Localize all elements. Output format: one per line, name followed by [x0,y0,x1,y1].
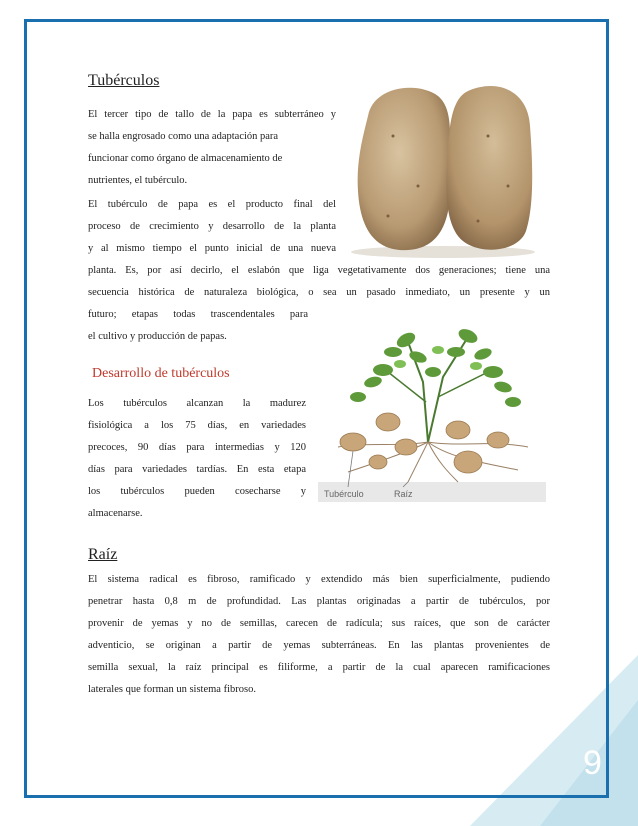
potato-plant-image [318,322,546,502]
paragraph-tuberculos-1 [88,104,336,192]
heading-tuberculos: Tubérculos [88,72,160,89]
text-line: días para variedades tardías. En esta etapa [88,464,306,475]
text-line: adventicio, se originan a partir de yemas subterráneas. En las plantas provenientes de [88,640,550,651]
text-line: secuencia histórica de naturaleza biológica, o sea un pasado inmediato, un presente y un [88,287,550,298]
text-line: el cultivo y producción de papas. [88,331,227,342]
text-line: nutrientes, el tubérculo. [88,175,188,186]
heading-raiz: Raíz [88,546,118,563]
text-line: Los tubérculos alcanzan la madurez [88,398,306,409]
text-line: planta. Es, por así decirlo, el eslabón que liga vegetativamente dos generaciones; tiene una [88,265,550,276]
text-line: y al mismo tiempo el punto inicial de una nueva [88,243,336,254]
heading-desarrollo: Desarrollo de tubérculos [92,366,230,381]
text-line: funcionar como órgano de almacenamiento de [88,153,283,164]
text-line: El tercer tipo de tallo de la papa es subterráneo y [88,109,336,120]
text-line: laterales que forman un sistema fibroso. [88,684,256,695]
text-line: El sistema radical es fibroso, ramificado y extendido más bien superficialmente, pudiendo [88,574,550,585]
text-line: proceso de crecimiento y desarrollo de la planta [88,221,336,232]
potato-tubers-image [348,76,538,258]
text-line: provenir de yemas y no de semillas, carecen de radícula; sus raíces, que son de carácter [88,618,550,629]
label-raiz: Raíz [394,489,413,499]
paragraph-desarrollo [88,393,306,525]
text-line: El tubérculo de papa es el producto final del [88,199,336,210]
text-line: penetrar hasta 0,8 m de profundidad. Las plantas originadas a partir de tubérculos, por [88,596,550,607]
text-line: futuro; etapas todas trascendentales para [88,309,308,320]
text-line: semilla sexual, la raíz principal es filiforme, a partir de la cual aparecen ramificaciones [88,662,550,673]
label-tuberculo: Tubérculo [324,489,364,499]
text-line: fisiológica a los 75 días, en variedades [88,420,306,431]
text-line: almacenarse. [88,508,143,519]
text-line: precoces, 90 días para intermedias y 120 [88,442,306,453]
text-line: se halla engrosado como una adaptación para [88,131,279,142]
page-number: 9 [583,744,602,782]
paragraph-raiz [88,569,550,701]
text-line: los tubérculos pueden cosecharse y [88,486,306,497]
